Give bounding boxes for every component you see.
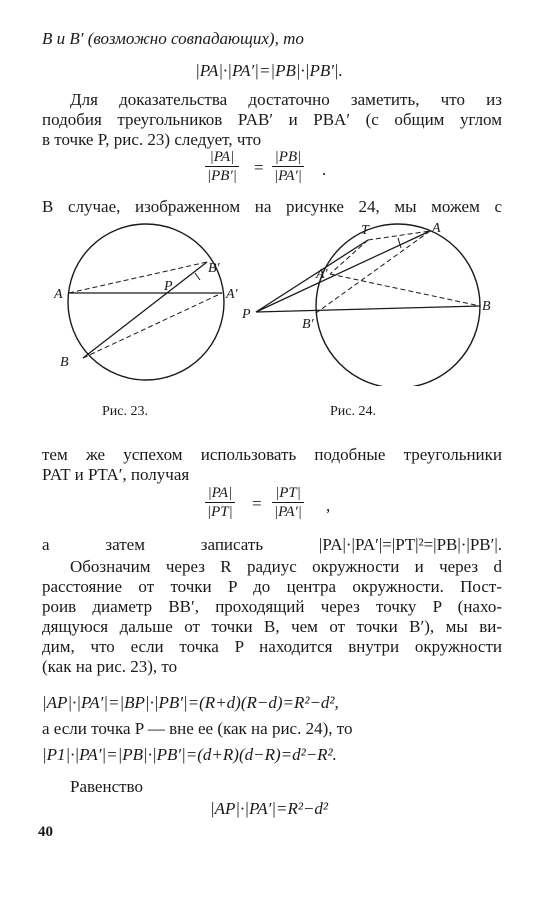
paragraph-proof-line-3: в точке P, рис. 23) следует, что	[42, 130, 262, 149]
paragraph-radius-line-2: расстояние от точки P до центра окружности. Пост-	[42, 577, 502, 596]
paragraph-proof-line-2: подобия треугольников PAB′ и PBA′ (с общим углом	[42, 110, 502, 129]
figure-23	[40, 218, 250, 386]
intro-line: B и B′ (возможно совпадающих), то	[42, 29, 304, 48]
fraction-left-2	[205, 484, 235, 521]
fig23-caption: Рис. 23.	[102, 404, 148, 419]
fig23-label-A-prime: A′	[226, 287, 238, 302]
fig24-label-B-prime: B′	[302, 317, 314, 332]
formula-outside: |P1|·|PA′|=|PB|·|PB′|=(d+R)(d−R)=d²−R².	[42, 745, 337, 764]
formula-final: |AP|·|PA′|=R²−d²	[209, 799, 329, 818]
paragraph-radius-line-3: роив диаметр BB′, проходящий через точку P (нахо-	[42, 597, 502, 616]
page-number: 40	[38, 824, 53, 840]
fig24-label-A: A	[432, 221, 441, 236]
line-write-equality: а затем записать |PA|·|PA′|=|PT|²=|PB|·|PB′|.	[42, 535, 502, 554]
figure-24	[238, 218, 518, 386]
fig23-chord-BB	[83, 262, 207, 358]
paragraph-radius-line-5: дим, что если точка P находится внутри окружности	[42, 637, 502, 656]
fig24-label-P: P	[242, 307, 251, 322]
fig23-label-P: P	[164, 279, 173, 294]
fraction-numerator: |PT|	[272, 484, 304, 503]
formula-inside: |AP|·|PA′|=|BP|·|PB′|=(R+d)(R−d)=R²−d²,	[42, 693, 339, 712]
fig24-circle	[316, 224, 480, 386]
fig24-tangent-PT	[256, 240, 368, 312]
fig23-label-B-prime: B′	[208, 261, 220, 276]
fig24-label-B: B	[482, 299, 491, 314]
fraction-left-1	[205, 148, 239, 185]
fig23-label-A: A	[54, 287, 63, 302]
fig24-secant-PA	[256, 231, 430, 312]
paragraph-radius-line-6: (как на рис. 23), то	[42, 657, 178, 676]
equals-sign: =	[254, 158, 264, 177]
paragraph-figure-24-intro: В случае, изображенном на рисунке 24, мы можем с	[42, 197, 502, 216]
paragraph-radius-line-1: Обозначим через R радиус окружности и через d	[70, 557, 502, 576]
fraction-right-2	[272, 484, 304, 521]
fig23-label-B: B	[60, 355, 69, 370]
fraction-denominator: |PA′|	[274, 168, 302, 184]
fig23-circle	[68, 224, 224, 380]
fig24-dashed-A-prime-B	[330, 274, 480, 306]
paragraph-similar-line-1: тем же успехом использовать подобные треугольники	[42, 445, 502, 464]
fig24-caption: Рис. 24.	[330, 404, 376, 419]
fraction-denominator: |PB′|	[207, 168, 237, 184]
fig24-angle-mark	[398, 238, 401, 248]
fig24-label-A-prime: A′	[316, 267, 328, 282]
fig24-secant-PB	[256, 306, 480, 312]
fig24-label-T: T	[361, 223, 369, 238]
fraction-end-mark: .	[322, 160, 327, 179]
fraction-denominator: |PA′|	[274, 504, 302, 520]
line-equality-label: Равенство	[70, 777, 143, 796]
paragraph-proof-line-1: Для доказательства достаточно заметить, что из	[70, 90, 502, 109]
fraction-right-1	[272, 148, 304, 185]
fraction-numerator: |PA|	[205, 484, 235, 503]
formula-power-of-point: |PA|·|PA′|=|PB|·|PB′|.	[195, 61, 343, 80]
fraction-numerator: |PA|	[205, 148, 239, 167]
paragraph-radius-line-4: дящуюся дальше от точки B, чем от точки B′), мы ви-	[42, 617, 502, 636]
fraction-denominator: |PT|	[207, 504, 233, 520]
line-point-outside: а если точка P — вне ее (как на рис. 24), то	[42, 719, 353, 738]
fig24-dashed-AB-prime	[316, 231, 430, 313]
fig23-dashed-BA	[83, 293, 222, 358]
equals-sign: =	[252, 494, 262, 513]
fig23-angle-mark	[195, 273, 200, 280]
fraction-numerator: |PB|	[272, 148, 304, 167]
paragraph-similar-line-2: PAT и PTA′, получая	[42, 465, 190, 484]
fraction-end-mark: ,	[326, 496, 331, 515]
